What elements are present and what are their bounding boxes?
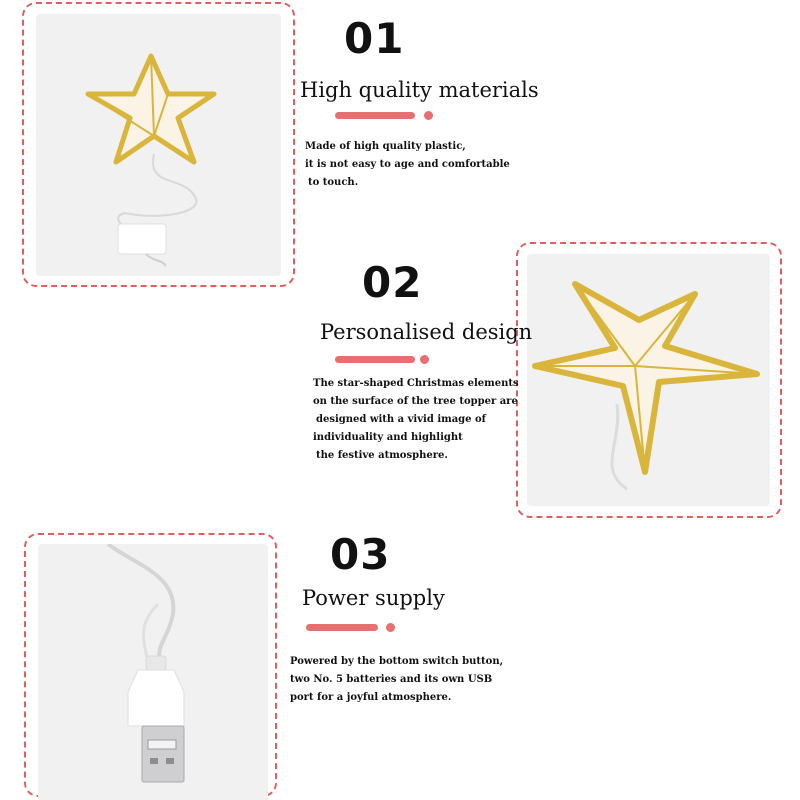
description-line: The star-shaped Christmas elements bbox=[313, 378, 519, 389]
description-line: to touch. bbox=[308, 177, 359, 188]
description-line: Made of high quality plastic, bbox=[305, 141, 466, 152]
description-line: on the surface of the tree topper are bbox=[313, 396, 518, 407]
usb-plug-icon bbox=[38, 544, 268, 800]
description-line: designed with a vivid image of bbox=[316, 414, 486, 425]
feature-title-1: High quality materials bbox=[300, 78, 539, 102]
star-with-battery-icon bbox=[36, 14, 281, 276]
feature-number-2: 02 bbox=[362, 258, 423, 307]
description-line: the festive atmosphere. bbox=[316, 450, 448, 461]
accent-bar-3 bbox=[306, 624, 378, 631]
feature-title-3: Power supply bbox=[302, 586, 445, 610]
description-line: it is not easy to age and comfortable bbox=[305, 159, 510, 170]
feature-description-2 bbox=[313, 375, 519, 465]
star-closeup-icon bbox=[527, 254, 770, 506]
accent-dot-2 bbox=[420, 355, 429, 364]
description-line: two No. 5 batteries and its own USB bbox=[290, 674, 493, 685]
product-photo-1 bbox=[36, 14, 281, 276]
accent-dot-3 bbox=[386, 623, 395, 632]
description-line: Powered by the bottom switch button, bbox=[290, 656, 504, 667]
accent-bar-1 bbox=[335, 112, 415, 119]
product-photo-2 bbox=[527, 254, 770, 506]
feature-title-2: Personalised design bbox=[320, 320, 533, 344]
accent-dot-1 bbox=[424, 111, 433, 120]
accent-bar-2 bbox=[335, 356, 415, 363]
description-line: port for a joyful atmosphere. bbox=[290, 692, 452, 703]
product-photo-3 bbox=[38, 544, 268, 800]
feature-number-1: 01 bbox=[344, 14, 405, 63]
description-line: individuality and highlight bbox=[313, 432, 463, 443]
feature-description-3 bbox=[290, 653, 503, 707]
feature-number-3: 03 bbox=[330, 530, 391, 579]
feature-description-1 bbox=[305, 138, 510, 192]
